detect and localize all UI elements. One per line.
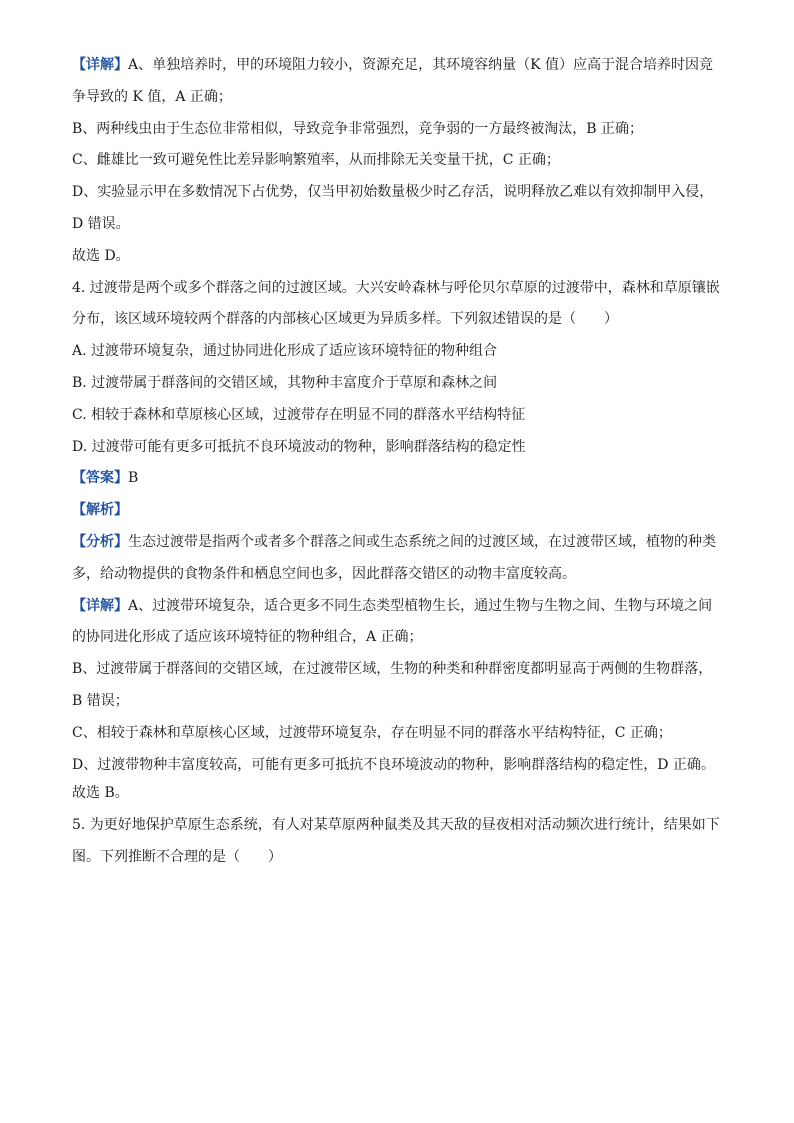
q3-option-c-explanation: C、雌雄比一致可避免性比差异影响繁殖率，从而排除无关变量干扰，C 正确； xyxy=(72,152,560,169)
q4-answer xyxy=(72,471,722,486)
answer-value: B xyxy=(128,470,139,487)
q4-option-c: C. 相较于森林和草原核心区域，过渡带存在明显不同的群落水平结构特征 xyxy=(72,406,526,423)
q4-detail-a-line-2: 的协同进化形成了适应该环境特征的物种组合，A 正确； xyxy=(72,629,423,646)
q3-detail-line-2: 争导致的 K 值，A 正确； xyxy=(72,88,232,105)
q3-option-b-explanation: B、两种线虫由于生态位非常相似，导致竞争非常强烈，竞争弱的一方最终被淘汰，B 正确； xyxy=(72,120,644,137)
q4-analysis-heading xyxy=(72,503,722,518)
detail-tag-q4: 【详解】 xyxy=(72,597,128,614)
q4-fenxi-line-2: 多，给动物提供的食物条件和栖息空间也多，因此群落交错区的动物丰富度较高。 xyxy=(72,565,576,582)
answer-tag: 【答案】 xyxy=(72,470,128,487)
q4-stem-line-2: 分布，该区域环境较两个群落的内部核心区域更为异质多样。下列叙述错误的是（ ） xyxy=(72,311,618,328)
q4-detail-b-line-1: B、过渡带属于群落间的交错区域，在过渡带区域，生物的种类和种群密度都明显高于两侧的生物群落， xyxy=(72,661,713,678)
analysis-tag: 【解析】 xyxy=(72,502,128,519)
q4-detail-b-line-2: B 错误； xyxy=(72,692,129,709)
q3-conclusion: 故选 D。 xyxy=(72,247,130,264)
q4-detail-a-line-1 xyxy=(72,599,722,614)
fenxi-tag: 【分析】 xyxy=(72,533,128,550)
q4-detail-d: D、过渡带物种丰富度较高，可能有更多可抵抗不良环境波动的物种，影响群落结构的稳定性，D 正确。 xyxy=(72,756,715,773)
q4-conclusion: 故选 B。 xyxy=(72,785,129,802)
q4-option-a: A. 过渡带环境复杂，通过协同进化形成了适应该环境特征的物种组合 xyxy=(72,343,498,360)
q3-option-d-explanation-1: D、实验显示甲在多数情况下占优势，仅当甲初始数量极少时乙存活，说明释放乙难以有效抑制甲入侵， xyxy=(72,184,714,201)
q3-option-d-explanation-2: D 错误。 xyxy=(72,215,130,232)
q3-detail-line-1 xyxy=(72,58,722,73)
q4-option-b: B. 过渡带属于群落间的交错区域，其物种丰富度介于草原和森林之间 xyxy=(72,374,498,391)
q5-stem-line-2: 图。下列推断不合理的是（ ） xyxy=(72,848,282,865)
q4-option-d: D. 过渡带可能有更多可抵抗不良环境波动的物种，影响群落结构的稳定性 xyxy=(72,438,526,455)
q4-fenxi-line-1 xyxy=(72,535,722,550)
q3-detail-text-1: A、单独培养时，甲的环境阻力较小，资源充足，其环境容纳量（K 值）应高于混合培养时因竞 xyxy=(128,57,714,73)
q4-detail-a-text-1: A、过渡带环境复杂，适合更多不同生态类型植物生长，通过生物与生物之间、生物与环境之间 xyxy=(128,597,713,614)
q4-detail-c: C、相较于森林和草原核心区域，过渡带环境复杂，存在明显不同的群落水平结构特征，C 正确； xyxy=(72,724,672,741)
q4-stem-line-1: 4. 过渡带是两个或多个群落之间的过渡区域。大兴安岭森林与呼伦贝尔草原的过渡带中，森林和草原镶嵌 xyxy=(72,279,720,296)
detail-tag: 【详解】 xyxy=(72,57,128,73)
document-page xyxy=(72,58,722,882)
q5-stem-line-1: 5. 为更好地保护草原生态系统，有人对某草原两种鼠类及其天敌的昼夜相对活动频次进行统计，结果如下 xyxy=(72,816,720,833)
q4-fenxi-text-1: 生态过渡带是指两个或者多个群落之间或生态系统之间的过渡区域，在过渡带区域，植物的种类 xyxy=(128,533,716,550)
